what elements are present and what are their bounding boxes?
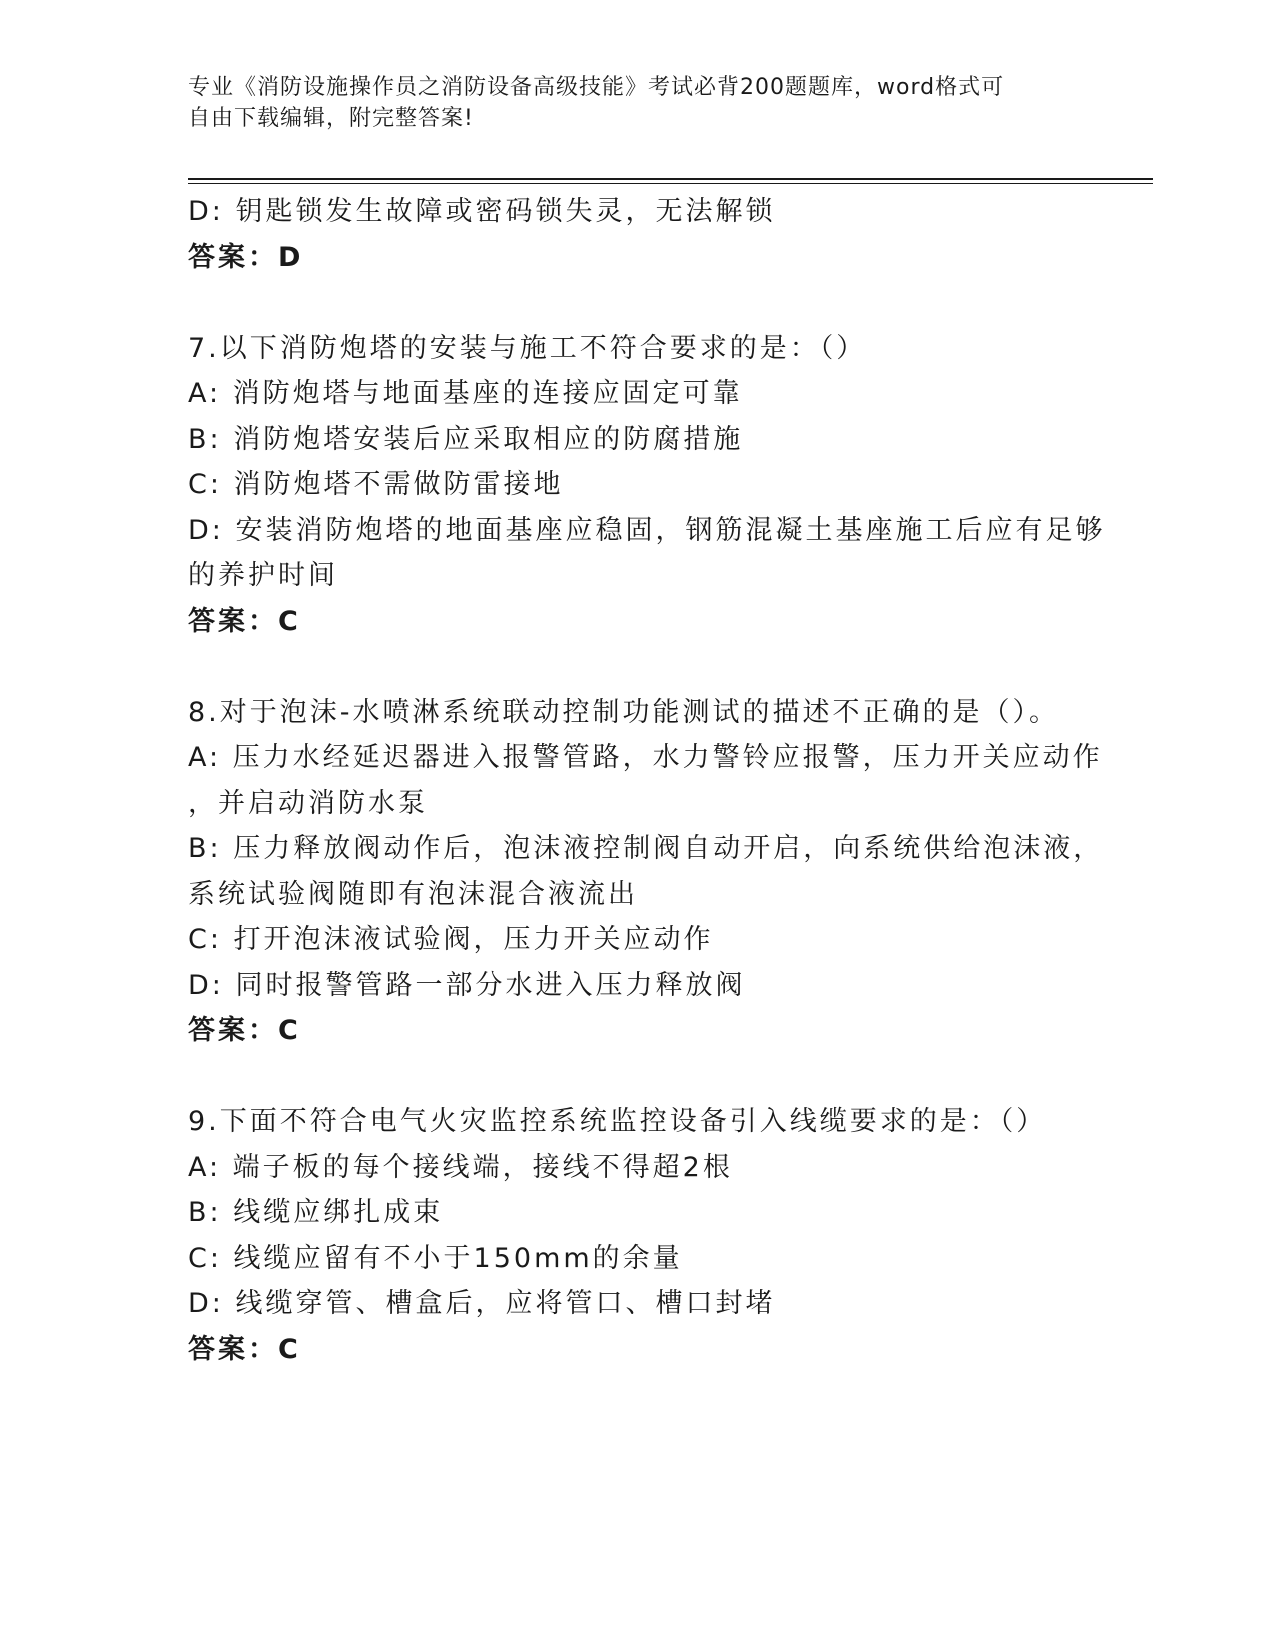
question-8 [188,690,1104,1054]
question-stem: 9.下面不符合电气火灾监控系统监控设备引入线缆要求的是：（） [188,1106,1047,1137]
option-a: A: 压力水经延迟器进入报警管路，水力警铃应报警，压力开关应动作 [188,742,1103,773]
question-prev [188,189,1088,280]
option-a: A: 消防炮塔与地面基座的连接应固定可靠 [188,378,743,409]
header-title-line-1: 专业《消防设施操作员之消防设备高级技能》考试必背200题题库，word格式可 [188,75,1005,100]
option-c: C: 线缆应留有不小于150mm的余量 [188,1242,683,1274]
option-d: D: 安装消防炮塔的地面基座应稳固，钢筋混凝土基座施工后应有足够 [188,514,1106,546]
option-d: D: 钥匙锁发生故障或密码锁失灵，无法解锁 [188,196,776,227]
answer: 答案：C [188,605,301,637]
option-d-continued: 的养护时间 [188,560,338,591]
question-9 [188,1099,1088,1372]
header-title-line-2: 自由下载编辑，附完整答案! [188,106,474,131]
answer: 答案：C [188,1015,301,1046]
question-stem: 7.以下消防炮塔的安装与施工不符合要求的是：（） [188,332,867,364]
option-b: B: 压力释放阀动作后，泡沫液控制阀自动开启，向系统供给泡沫液， [188,833,1104,864]
header-divider [188,178,1153,180]
option-c: C: 打开泡沫液试验阀，压力开关应动作 [188,924,714,955]
option-b-continued: 系统试验阀随即有泡沫混合液流出 [188,878,638,910]
option-a-continued: ，并启动消防水泵 [188,787,428,819]
page-header [188,72,1088,134]
option-b: B: 线缆应绑扎成束 [188,1197,444,1228]
option-c: C: 消防炮塔不需做防雷接地 [188,469,564,500]
option-a: A: 端子板的每个接线端，接线不得超2根 [188,1151,733,1183]
header-divider-thin [188,183,1153,184]
answer: 答案：D [188,241,304,273]
spacer [188,644,1088,690]
option-b: B: 消防炮塔安装后应采取相应的防腐措施 [188,423,744,455]
question-stem: 8.对于泡沫-水喷淋系统联动控制功能测试的描述不正确的是（）。 [188,696,1060,728]
option-d: D: 同时报警管路一部分水进入压力释放阀 [188,969,746,1001]
question-7 [188,326,1106,645]
answer: 答案：C [188,1333,301,1365]
question-list [188,189,1106,1372]
spacer [188,280,1088,326]
spacer [188,1054,1088,1100]
option-d: D: 线缆穿管、槽盒后，应将管口、槽口封堵 [188,1288,776,1319]
